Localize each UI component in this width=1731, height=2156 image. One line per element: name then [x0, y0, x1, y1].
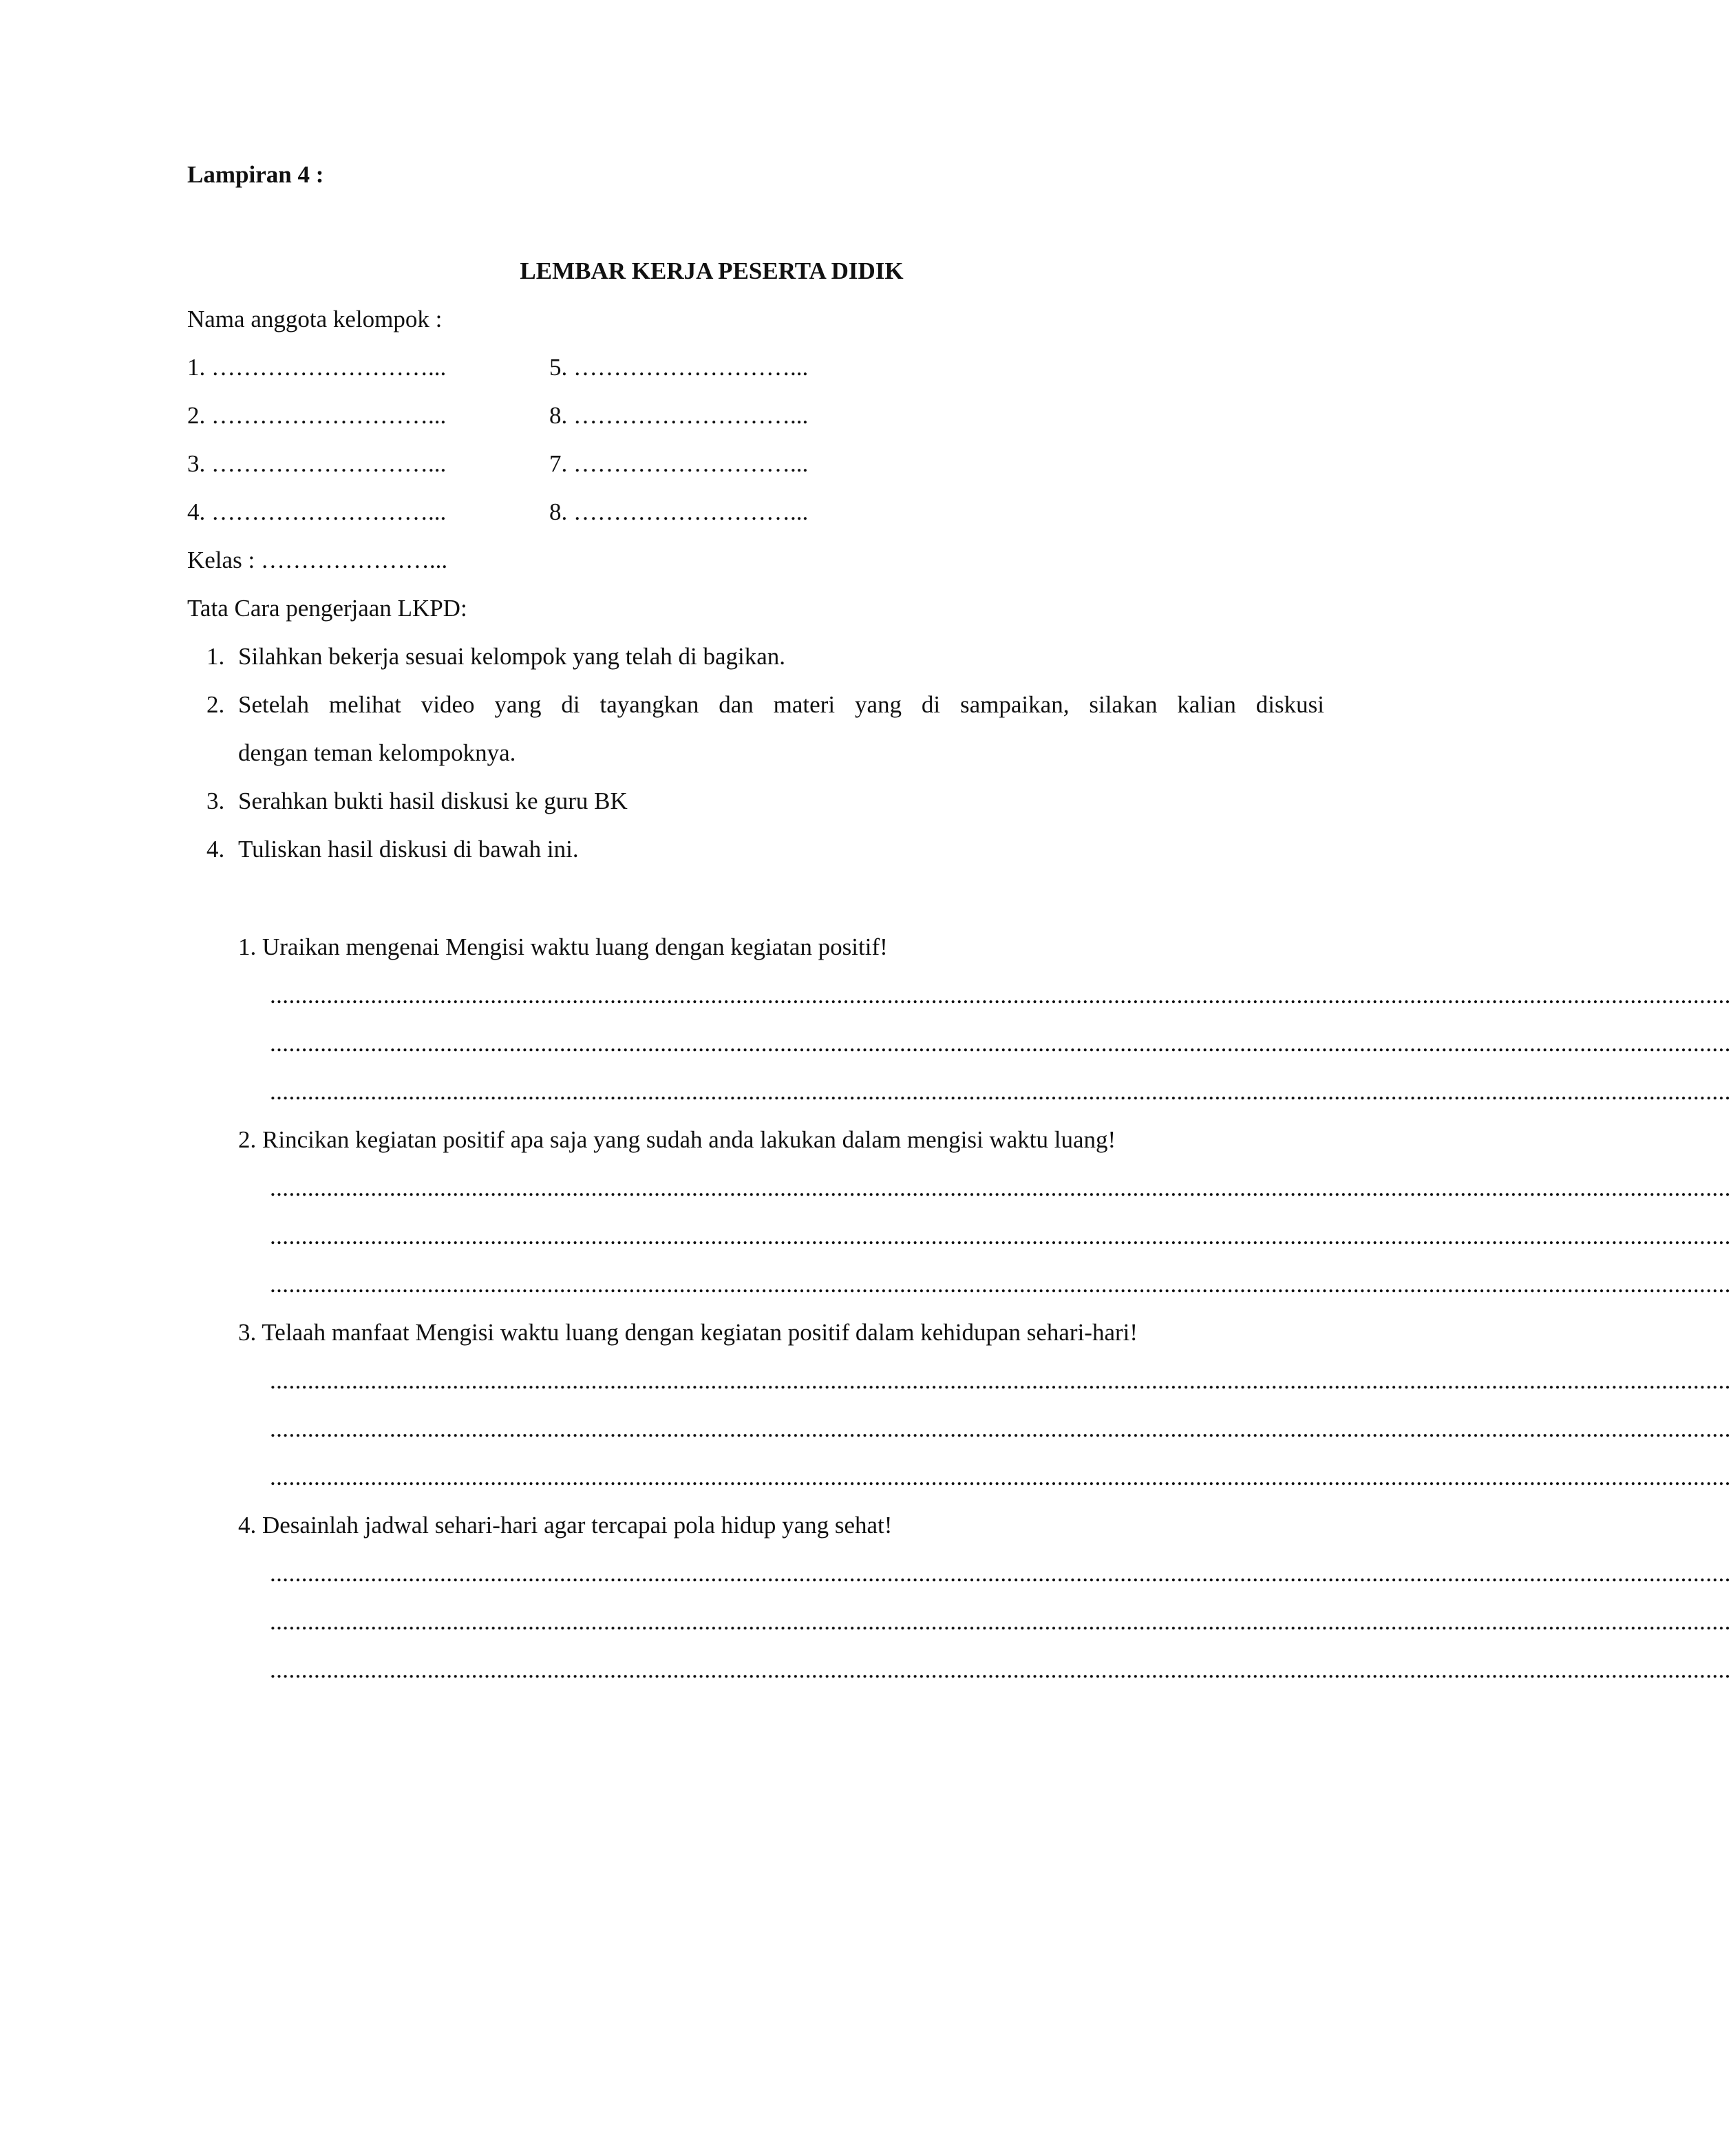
group-members-label: Nama anggota kelompok :	[187, 306, 443, 332]
step-text-continued: dengan teman kelompoknya.	[238, 739, 516, 766]
question-text: 4. Desainlah jadwal sehari-hari agar tercapai pola hidup yang sehat!	[238, 1512, 893, 1539]
answer-line: ........................................................................................................................................................................................................................................	[270, 1367, 1731, 1394]
step-text: Silahkan bekerja sesuai kelompok yang telah di bagikan.	[238, 643, 786, 670]
answer-line: ........................................................................................................................................................................................................................................	[270, 1656, 1731, 1683]
answer-line: ........................................................................................................................................................................................................................................	[270, 1271, 1731, 1298]
member-entry: 5. ………………………...	[549, 354, 809, 381]
member-entry: 3. ………………………...	[187, 450, 447, 477]
member-entry: 1. ………………………...	[187, 354, 447, 381]
step-text: Serahkan bukti hasil diskusi ke guru BK	[238, 788, 628, 814]
member-entry: 8. ………………………...	[549, 498, 809, 525]
procedure-heading: Tata Cara pengerjaan LKPD:	[187, 595, 467, 622]
member-entry: 4. ………………………...	[187, 498, 447, 525]
attachment-label: Lampiran 4 :	[187, 161, 324, 188]
class-field: Kelas : …………………...	[187, 547, 448, 573]
question-text: 3. Telaah manfaat Mengisi waktu luang dengan kegiatan positif dalam kehidupan sehari-hari!	[238, 1319, 1138, 1346]
step-number: 1.	[206, 643, 225, 670]
step-text: Setelah melihat video yang di tayangkan dan materi yang di sampaikan, silakan kalian diskusi	[238, 691, 1324, 718]
worksheet-title: LEMBAR KERJA PESERTA DIDIK	[520, 257, 904, 284]
answer-line: ........................................................................................................................................................................................................................................	[270, 1174, 1731, 1201]
step-number: 4.	[206, 836, 225, 863]
answer-line: ........................................................................................................................................................................................................................................	[270, 1463, 1731, 1490]
member-entry: 2. ………………………...	[187, 402, 447, 429]
answer-line: ........................................................................................................................................................................................................................................	[270, 1415, 1731, 1442]
answer-line: ........................................................................................................................................................................................................................................	[270, 1223, 1731, 1249]
answer-line: ........................................................................................................................................................................................................................................	[270, 1030, 1731, 1057]
step-number: 2.	[206, 691, 225, 718]
member-entry: 7. ………………………...	[549, 450, 809, 477]
answer-line: ........................................................................................................................................................................................................................................	[270, 1078, 1731, 1105]
step-text: Tuliskan hasil diskusi di bawah ini.	[238, 836, 579, 863]
step-number: 3.	[206, 788, 225, 814]
answer-line: ........................................................................................................................................................................................................................................	[270, 1560, 1731, 1587]
answer-line: ........................................................................................................................................................................................................................................	[270, 1608, 1731, 1635]
member-entry: 8. ………………………...	[549, 402, 809, 429]
question-text: 2. Rincikan kegiatan positif apa saja yang sudah anda lakukan dalam mengisi waktu luang!	[238, 1126, 1116, 1153]
answer-line: ........................................................................................................................................................................................................................................	[270, 982, 1731, 1008]
question-text: 1. Uraikan mengenai Mengisi waktu luang dengan kegiatan positif!	[238, 933, 888, 960]
